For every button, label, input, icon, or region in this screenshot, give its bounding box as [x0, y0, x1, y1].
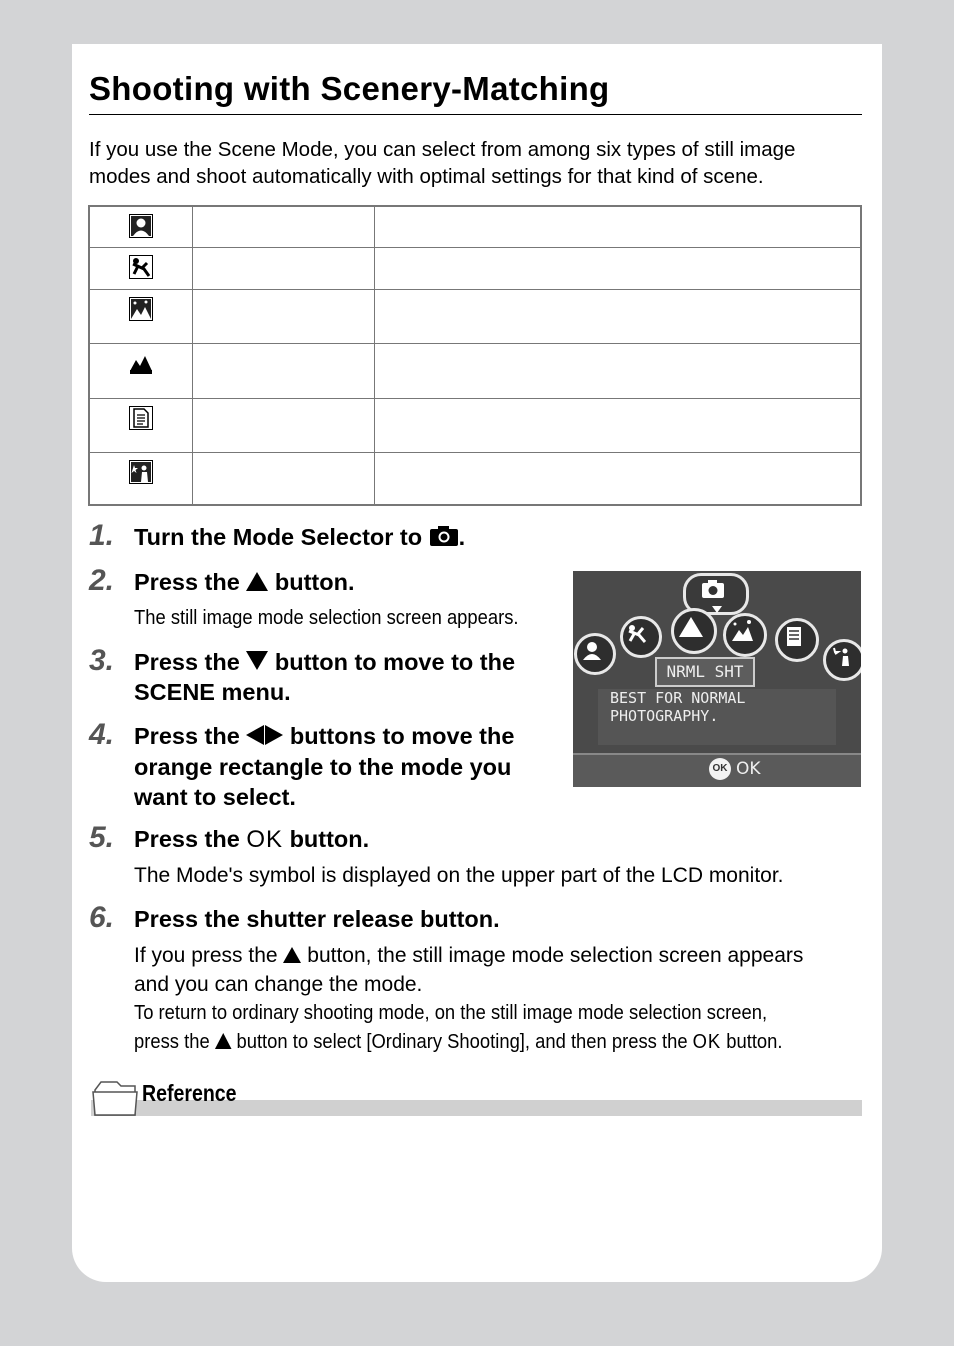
icon-cell: [89, 398, 193, 452]
table-row: [89, 452, 861, 505]
step-note: [134, 999, 783, 1057]
step-number: 4.: [89, 718, 115, 751]
mode-name-cell: [193, 206, 375, 247]
camera-icon: [429, 525, 459, 547]
mode-name-label: NRML SHT: [655, 657, 755, 687]
step-note: The still image mode selection screen appears.: [134, 607, 519, 629]
sports-icon: [620, 616, 656, 652]
night-scene-icon: [129, 297, 153, 321]
text-mode-icon: [775, 618, 813, 656]
ok-button-symbol: OK: [692, 1031, 722, 1053]
night-scene-icon: [723, 613, 761, 651]
folder-icon: [91, 1076, 141, 1116]
table-row: [89, 289, 861, 343]
step-text: button.: [274, 569, 355, 595]
portrait-icon: [129, 214, 153, 238]
step-number: 3.: [89, 644, 115, 677]
icon-cell: [89, 247, 193, 289]
step-text: buttons to move the: [289, 723, 515, 749]
portrait-icon: [574, 633, 610, 669]
icon-cell: [89, 289, 193, 343]
ok-button-symbol: OK: [246, 826, 284, 853]
table-row: [89, 206, 861, 247]
mode-description-cell: [375, 206, 862, 247]
note-text: press the: [134, 1031, 210, 1053]
note-text: button, the still image mode selection screen appears: [307, 944, 804, 967]
icon-cell: [89, 206, 193, 247]
step-text: Turn the Mode Selector to: [134, 524, 423, 550]
text-mode-icon: [129, 406, 153, 430]
step-text: button.: [289, 826, 370, 852]
step-note: The Mode's symbol is displayed on the upper part of the LCD monitor.: [134, 864, 784, 887]
portrait-mode-chip: [574, 633, 616, 675]
left-right-arrows-icon: [246, 722, 283, 752]
scene-mode-table: [88, 205, 862, 506]
sports-icon: [129, 255, 153, 279]
up-arrow-icon: [215, 1033, 232, 1049]
icon-cell: [89, 343, 193, 398]
step-text: Press the: [134, 826, 240, 852]
step-note: [134, 941, 803, 999]
lcd-mode-selection-screen: [573, 571, 861, 787]
landscape-icon: [671, 608, 711, 648]
sports-mode-chip: [620, 616, 662, 658]
description-line: BEST FOR NORMAL: [610, 689, 746, 707]
mode-description-cell: [375, 398, 862, 452]
mode-name-cell: [193, 343, 375, 398]
description-line: PHOTOGRAPHY.: [610, 707, 719, 725]
step-text: SCENE menu.: [134, 679, 291, 705]
mode-name-cell: [193, 247, 375, 289]
landscape-icon: [129, 351, 153, 375]
ok-button-icon: OK: [709, 758, 731, 780]
note-text: button.: [726, 1031, 783, 1053]
high-sensitivity-icon: [823, 639, 859, 675]
step-text: Press the: [134, 569, 240, 595]
note-text: and you can change the mode.: [134, 973, 423, 996]
step-text: .: [458, 524, 466, 550]
mode-name-cell: [193, 398, 375, 452]
step-5-instruction: [134, 824, 369, 855]
note-text: button to select [Ordinary Shooting], and then press the: [236, 1031, 688, 1053]
step-text: Press the: [134, 649, 240, 675]
table-row: [89, 343, 861, 398]
step-1-instruction: [134, 522, 465, 552]
mode-description: [598, 689, 836, 745]
step-text: orange rectangle to the mode you: [134, 754, 512, 780]
up-arrow-icon: [283, 947, 301, 963]
high-sensitivity-icon: [129, 460, 153, 484]
mode-name-cell: [193, 289, 375, 343]
mode-description-cell: [375, 247, 862, 289]
step-4-instruction: [134, 721, 514, 812]
title-rule: [89, 114, 862, 115]
text-mode-chip: [775, 618, 819, 662]
table-row: [89, 247, 861, 289]
night-scene-mode-chip: [723, 613, 767, 657]
landscape-mode-chip: [671, 608, 717, 654]
mode-name-cell: [193, 452, 375, 505]
icon-cell: [89, 452, 193, 505]
step-2-instruction: [134, 567, 354, 597]
step-3-instruction: [134, 647, 515, 707]
mode-description-cell: [375, 343, 862, 398]
step-number: 6.: [89, 901, 115, 934]
down-arrow-icon: [246, 651, 268, 670]
note-text: If you press the: [134, 944, 278, 967]
intro-paragraph: If you use the Scene Mode, you can select from among six types of still image modes and shoot automatically with optimal settings for that kind of scene.: [89, 138, 796, 188]
selection-pointer-icon: [711, 605, 723, 614]
note-text: To return to ordinary shooting mode, on the still image mode selection screen,: [134, 1002, 768, 1024]
step-text: Press the: [134, 723, 240, 749]
step-text: button to move to the: [274, 649, 516, 675]
step-number: 2.: [89, 564, 115, 597]
up-arrow-icon: [246, 572, 268, 591]
mode-description-cell: [375, 452, 862, 505]
table-row: [89, 398, 861, 452]
step-text: want to select.: [134, 784, 296, 810]
mode-description-cell: [375, 289, 862, 343]
step-number: 1.: [89, 519, 115, 552]
step-number: 5.: [89, 821, 115, 854]
camera-icon: [683, 573, 743, 609]
reference-label: Reference: [142, 1080, 237, 1106]
reference-section: [91, 1076, 862, 1116]
ok-label: OK: [736, 759, 761, 779]
page-title: Shooting with Scenery-Matching: [89, 70, 610, 107]
high-sensitivity-mode-chip: [823, 639, 861, 681]
step-6-instruction: Press the shutter release button.: [134, 906, 500, 932]
